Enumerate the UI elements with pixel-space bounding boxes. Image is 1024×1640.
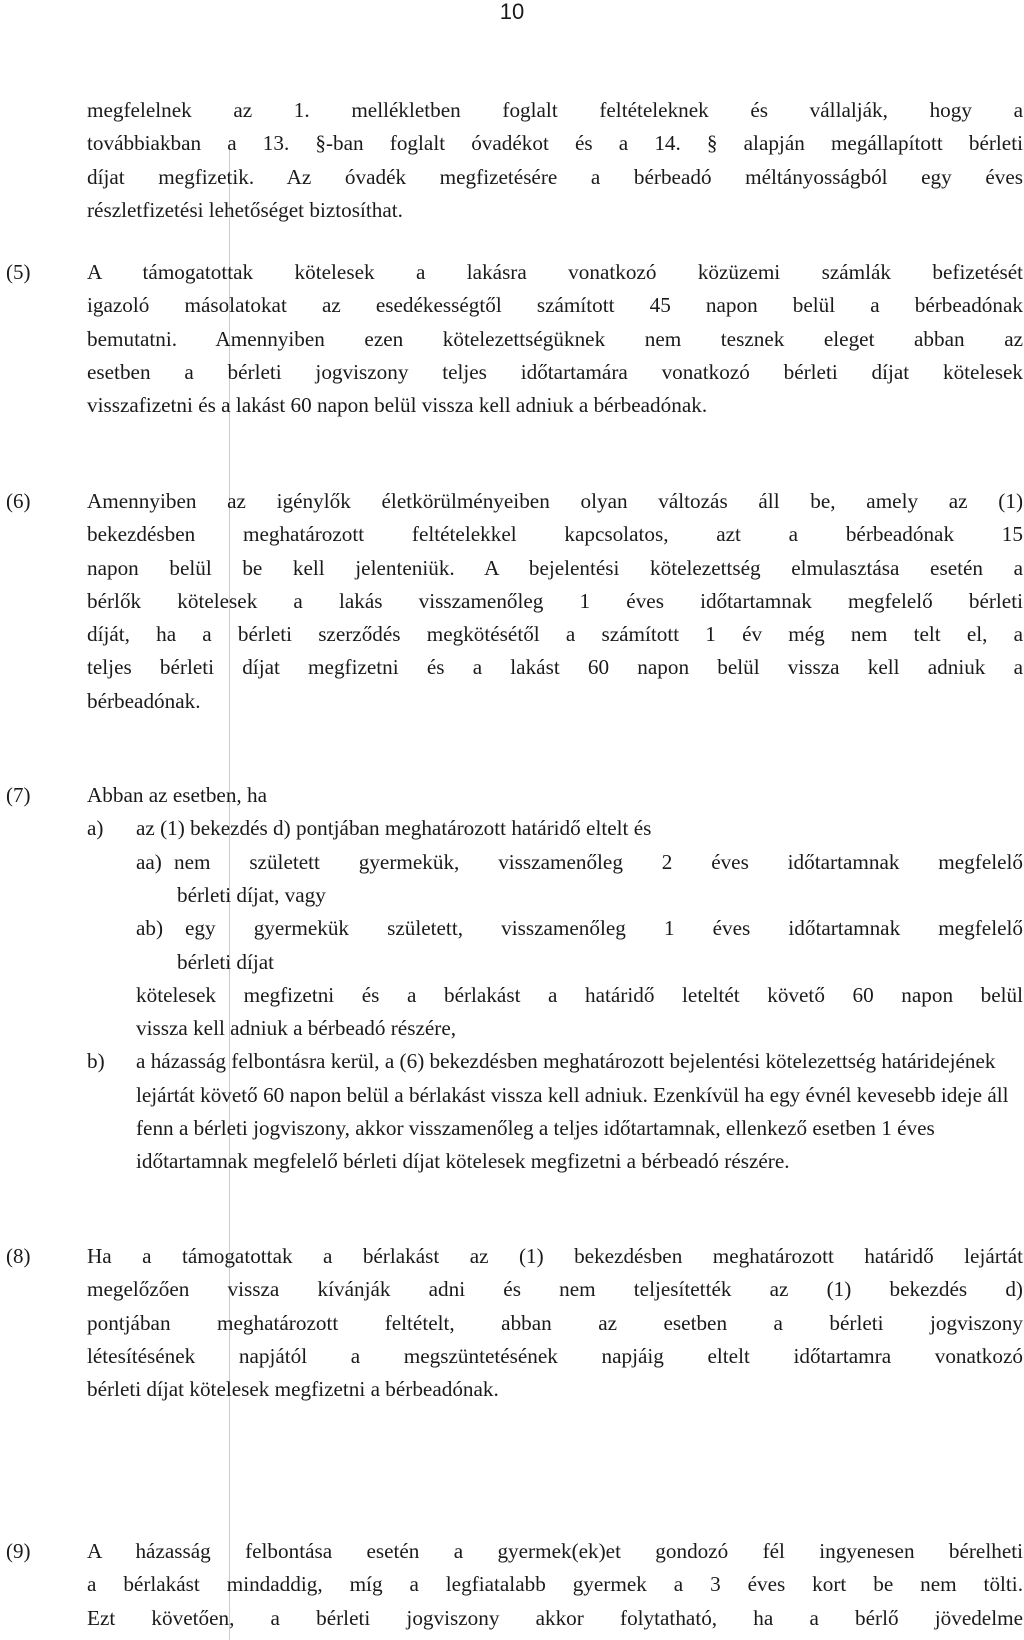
page-number: 10 xyxy=(499,0,525,24)
text-line: Abban az esetben, ha xyxy=(87,783,268,807)
text-line: részletfizetési lehetőséget biztosíthat. xyxy=(87,197,403,222)
subitem-ab-text: egy gyermekük született, visszamenőleg 1 éves időtartamnak megfelelő xyxy=(185,916,1023,941)
paragraph-number: (5) xyxy=(6,260,31,284)
text-line: kell adniuk. Ezenkívül ha egy évnél kevesebb ideje áll fenn a bérleti xyxy=(136,1082,1009,1140)
text-line: bérbeadónak. xyxy=(87,688,201,713)
text-line: díjat megfizetik. Az óvadék megfizetésére a bérbeadó méltányosságból egy éves xyxy=(87,164,1023,189)
text-line: jogviszony, akkor visszamenőleg a teljes időtartamnak, ellenkező esetben 1 xyxy=(253,1115,892,1140)
item-a-tail-cont: vissza kell adniuk a bérbeadó részére, xyxy=(136,1016,457,1041)
text-line: Amennyiben az igénylők életkörülményeiben olyan változás áll be, amely az (1) xyxy=(87,489,1023,513)
text-line: bérleti díjat kötelesek megfizetni a bérbeadónak. xyxy=(87,1377,499,1402)
item-a-text: az (1) bekezdés d) pontjában meghatározott határidő eltelt és xyxy=(136,816,652,841)
text-line: teljes bérleti díjat megfizetni és a lakást 60 napon belül vissza kell adniuk a xyxy=(87,655,1023,680)
text-line: Ha a támogatottak a bérlakást az (1) bekezdésben meghatározott határidő lejártát xyxy=(87,1244,1023,1268)
text-line: létesítésének napjától a megszüntetésének napjáig eltelt időtartamra vonatkozó xyxy=(87,1343,1023,1368)
text-line: éves időtartamnak megfelelő bérleti díjat kötelesek megfizetni a bérbeadó xyxy=(136,1115,935,1174)
text-line: esetben a bérleti jogviszony teljes időtartamára vonatkozó bérleti díjat kötelesek xyxy=(87,359,1023,384)
text-line: pontjában meghatározott feltételt, abban az esetben a bérleti jogviszony xyxy=(87,1310,1023,1335)
text-line: A házasság felbontása esetén a gyermek(ek)et gondozó fél ingyenesen bérelheti xyxy=(87,1539,1023,1563)
text-line: díját, ha a bérleti szerződés megkötésétől a számított 1 év még nem telt el, a xyxy=(87,622,1023,647)
text-line: továbbiakban a 13. §-ban foglalt óvadékot és a 14. § alapján megállapított bérleti xyxy=(87,131,1023,156)
subitem-aa-text: nem született gyermekük, visszamenőleg 2 éves időtartamnak megfelelő xyxy=(174,849,1023,874)
text-line: Ezt követően, a bérleti jogviszony akkor folytatható, ha a bérlő jövedelme xyxy=(87,1605,1023,1630)
text-line: kötelezettség határidejének lejártát követő 60 napon belül a bérlakást vissza xyxy=(136,1049,996,1107)
text-line: bemutatni. Amennyiben ezen kötelezettségüknek nem tesznek eleget abban az xyxy=(87,326,1023,351)
subitem-aa-text-cont: bérleti díjat, vagy xyxy=(177,882,326,907)
text-line: megelőzően vissza kívánják adni és nem teljesítették az (1) bekezdés d) xyxy=(87,1277,1023,1302)
text-line: bekezdésben meghatározott feltételekkel kapcsolatos, azt a bérbeadónak 15 xyxy=(87,522,1023,547)
text-line: bérlők kötelesek a lakás visszamenőleg 1 éves időtartamnak megfelelő bérleti xyxy=(87,588,1023,613)
text-line: A támogatottak kötelesek a lakásra vonatkozó közüzemi számlák befizetését xyxy=(87,260,1023,284)
text-line: a bérlakást mindaddig, míg a legfiatalabb gyermek a 3 éves kort be nem tölti. xyxy=(87,1572,1023,1597)
text-line: részére. xyxy=(724,1149,790,1174)
text-line: megfelelnek az 1. mellékletben foglalt feltételeknek és vállalják, hogy a xyxy=(87,98,1023,122)
subitem-label-aa: aa) xyxy=(136,849,162,874)
text-line: visszafizetni és a lakást 60 napon belül vissza kell adniuk a bérbeadónak. xyxy=(87,393,708,418)
subitem-ab-text-cont: bérleti díjat xyxy=(177,949,275,974)
text-line: a házasság felbontásra kerül, a (6) bekezdésben meghatározott bejelentési xyxy=(136,1049,761,1074)
paragraph-number: (8) xyxy=(6,1244,31,1268)
item-label-a: a) xyxy=(87,816,104,841)
item-a-tail: kötelesek megfizetni és a bérlakást a határidő leteltét követő 60 napon belül xyxy=(136,982,1023,1007)
paragraph-number: (9) xyxy=(6,1539,31,1563)
subitem-label-ab: ab) xyxy=(136,916,164,941)
item-label-b: b) xyxy=(87,1049,105,1074)
paragraph-number: (6) xyxy=(6,489,31,513)
text-line: igazoló másolatokat az esedékességtől számított 45 napon belül a bérbeadónak xyxy=(87,293,1023,318)
paragraph-number: (7) xyxy=(6,783,31,807)
text-line: napon belül be kell jelenteniük. A bejelentési kötelezettség elmulasztása esetén a xyxy=(87,555,1023,580)
